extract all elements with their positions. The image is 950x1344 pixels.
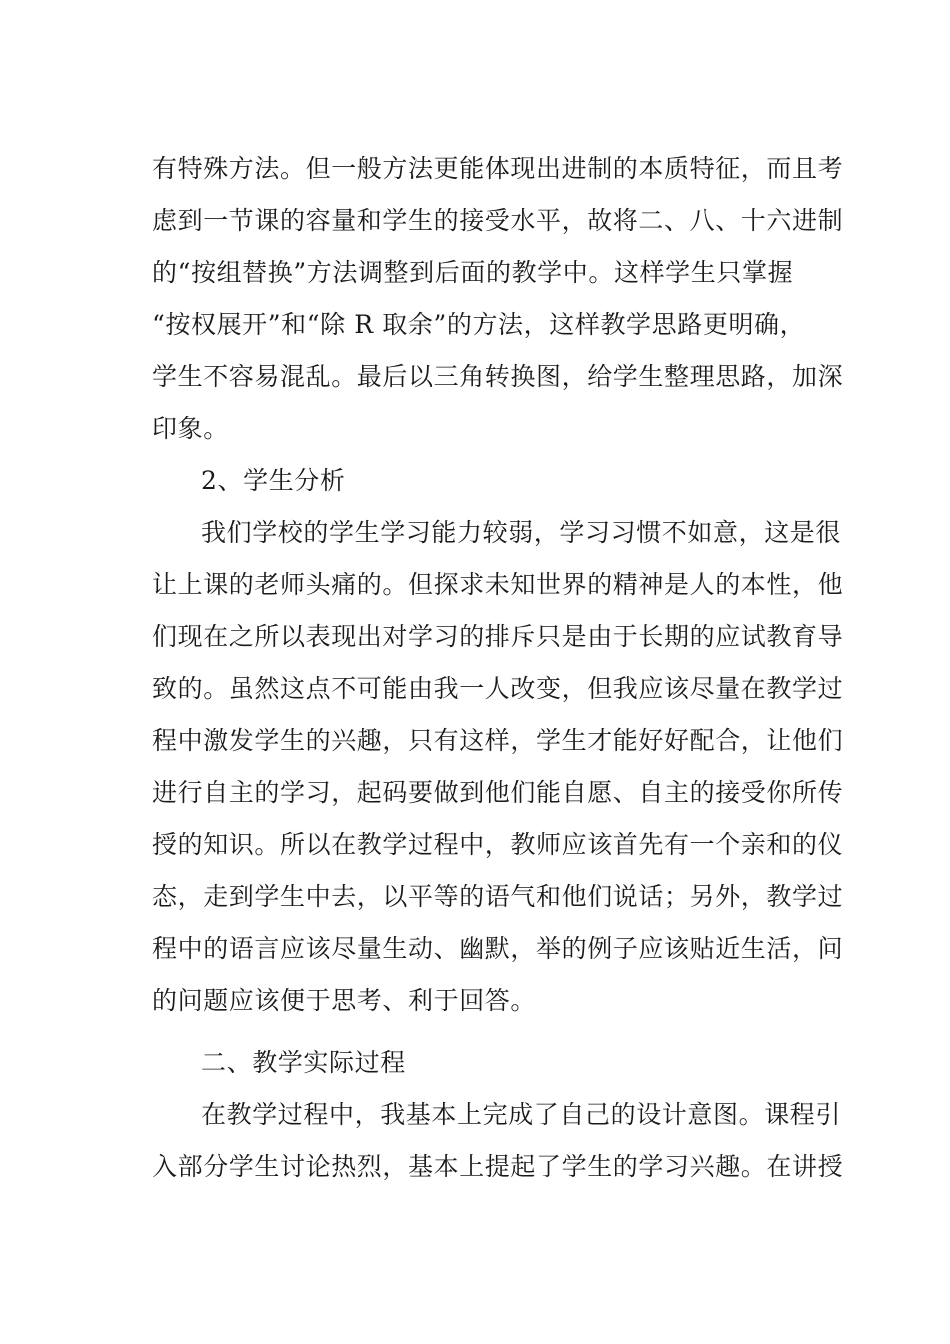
text-line: 在教学过程中，我基本上完成了自己的设计意图。课程引 bbox=[201, 1100, 842, 1129]
text-line: 学生不容易混乱。最后以三角转换图，给学生整理思路，加深 bbox=[152, 362, 844, 391]
text-line: 我们学校的学生学习能力较弱，学习习惯不如意，这是很 bbox=[201, 518, 842, 547]
text-line: 们现在之所以表现出对学习的排斥只是由于长期的应试教育导 bbox=[152, 622, 844, 651]
text-line: 印象。 bbox=[152, 414, 229, 443]
text-line: 致的。虽然这点不可能由我一人改变，但我应该尽量在教学过 bbox=[152, 674, 844, 703]
section-heading: 二、教学实际过程 bbox=[201, 1048, 406, 1077]
section-heading: 2、学生分析 bbox=[201, 466, 346, 495]
text-line: 让上课的老师头痛的。但探求未知世界的精神是人的本性，他 bbox=[152, 570, 844, 599]
text-line: 进行自主的学习，起码要做到他们能自愿、自主的接受你所传 bbox=[152, 778, 844, 807]
text-line: 态，走到学生中去，以平等的语气和他们说话；另外，教学过 bbox=[152, 882, 844, 911]
text-line: 的问题应该便于思考、利于回答。 bbox=[152, 986, 537, 1015]
text-line: 有特殊方法。但一般方法更能体现出进制的本质特征，而且考 bbox=[152, 154, 844, 183]
text-line: 授的知识。所以在教学过程中，教师应该首先有一个亲和的仪 bbox=[152, 830, 844, 859]
text-line: “按权展开”和“除 R 取余”的方法，这样教学思路更明确， bbox=[152, 310, 806, 339]
text-line: 入部分学生讨论热烈，基本上提起了学生的学习兴趣。在讲授 bbox=[152, 1152, 844, 1181]
text-line: 程中的语言应该尽量生动、幽默，举的例子应该贴近生活，问 bbox=[152, 934, 844, 963]
text-line: 虑到一节课的容量和学生的接受水平，故将二、八、十六进制 bbox=[152, 206, 844, 235]
text-line: 的“按组替换”方法调整到后面的教学中。这样学生只掌握 bbox=[152, 258, 794, 287]
text-line: 程中激发学生的兴趣，只有这样，学生才能好好配合，让他们 bbox=[152, 726, 844, 755]
